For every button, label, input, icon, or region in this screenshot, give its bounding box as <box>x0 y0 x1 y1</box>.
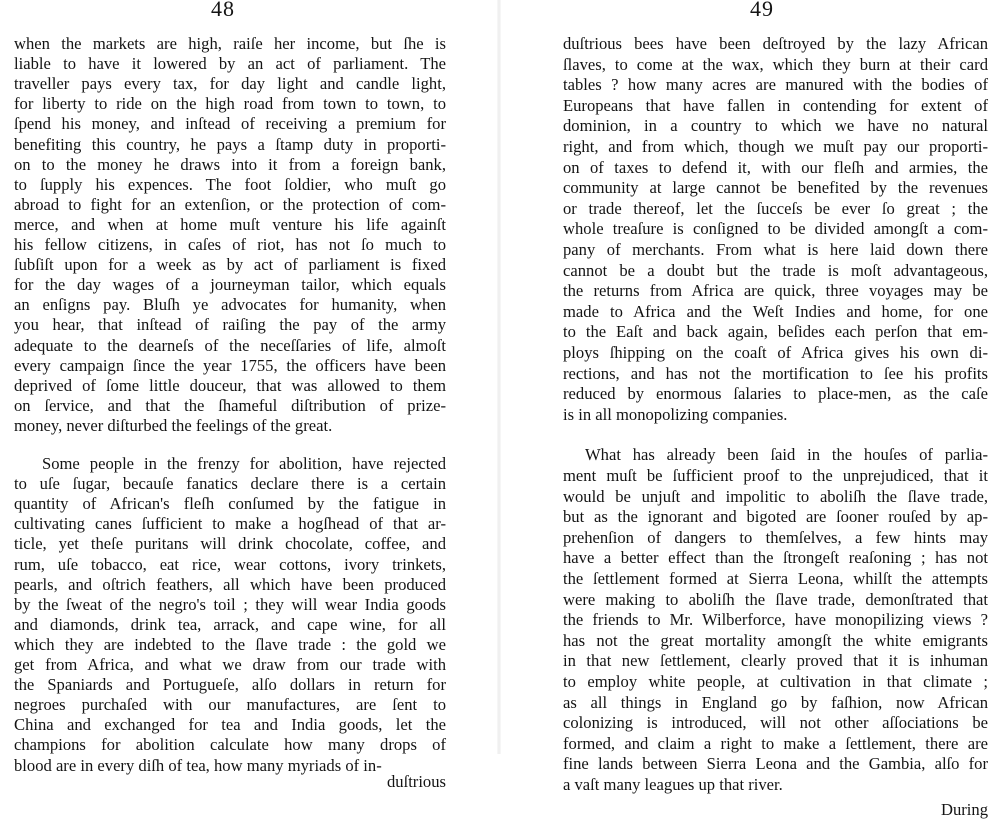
text-line: ploys ſhipping on the coaſt of Africa gives his own di- <box>563 343 988 362</box>
text-line: you hear, that inſtead of raiſing the pay of the army <box>14 315 446 335</box>
text-line: to employ white people, at cultivation in that climate ; <box>563 672 988 691</box>
text-line: were making to aboliſh the ſlave trade, demonſtrated that <box>563 589 988 609</box>
text-line: formed, and claim a right to make a ſettlement, there are <box>563 733 988 753</box>
text-line: pearls, and oſtrich feathers, all which have been produced <box>14 574 446 594</box>
text-line: rum, uſe tobacco, eat rice, wear cottons, ivory trinkets, <box>14 554 446 574</box>
text-line: What has already been ſaid in the houſes of parlia- <box>585 445 988 465</box>
text-line: dominion, in a country to which we have no natural <box>563 116 988 136</box>
text-line: when the markets are high, raiſe her income, but ſhe is <box>14 34 446 53</box>
text-line: the ſettlement formed at Sierra Leona, whilſt the attempts <box>563 569 988 588</box>
catchword: duſtrious <box>386 771 446 791</box>
text-line: but as the ignorant and bigoted are ſooner rouſed by ap- <box>563 507 988 527</box>
text-line: blood are in every diſh of tea, how many myriads of in- <box>14 755 382 775</box>
text-line: fine lands between Sierra Leona and the Gambia, alſo for <box>563 754 988 774</box>
text-line: pany of merchants. From what is here laid down there <box>563 240 988 259</box>
text-line: every campaign ſince the year 1755, the officers have been <box>14 355 446 375</box>
page-number: 49 <box>750 0 774 21</box>
text-line: champions for abolition calculate how many drops of <box>14 735 446 755</box>
text-line: to the Eaſt and back again, beſides each perſon that em- <box>563 322 988 342</box>
text-line: on ſervice, and that the ſhameful diſtribution of prize- <box>14 395 446 415</box>
text-line: to uſe ſugar, becauſe fanatics declare there is a certain <box>14 474 446 494</box>
text-line: ſlaves, to come at the wax, which they burn at their card <box>563 54 988 74</box>
text-line: traveller pays every tax, for day light and candle light, <box>14 74 446 94</box>
page-text <box>500 0 1000 819</box>
text-line: reduced by enormous ſalaries to place-men, as the caſe <box>563 384 988 404</box>
text-line: in that new ſettlement, clearly proved that it is inhuman <box>563 651 988 671</box>
left-page <box>0 0 500 791</box>
text-line: would be unjuſt and impolitic to aboliſh the ſlave trade, <box>563 486 988 506</box>
text-line: rections, and has not the mortification to ſee his profits <box>563 363 988 383</box>
text-line: his fellow citizens, in caſes of riot, has not ſo much to <box>14 235 446 254</box>
text-line: made to Africa and the Weſt Indies and home, for one <box>563 301 988 321</box>
text-line: Some people in the frenzy for abolition, have rejected <box>42 454 446 473</box>
text-line: for the day wages of a journeyman tailor, which equals <box>14 275 446 295</box>
text-line: on of taxes to defend it, with our fleſh and armies, the <box>563 157 988 177</box>
text-line: or trade thereof, let the ſucceſs be ever ſo great ; the <box>563 198 988 218</box>
text-line: money, never diſturbed the feelings of the great. <box>14 415 333 435</box>
text-line: by the ſweat of the negro's toil ; they will wear India goods <box>14 594 446 614</box>
text-line: whole treaſure is conſigned to be divided amongſt a com- <box>563 219 988 239</box>
text-line: tables ? how many acres are manured with the bodies of <box>563 75 988 95</box>
text-line: duſtrious bees have been deſtroyed by the lazy African <box>563 34 988 53</box>
page-text <box>0 0 500 791</box>
text-line: negroes purchaſed with our manufactures, are ſent to <box>14 695 446 715</box>
text-line: have a better effect than the ſtrongeſt reaſoning ; has not <box>563 548 988 568</box>
text-line: the returns from Africa are quick, three voyages may be <box>563 281 988 301</box>
text-line: the friends to Mr. Wilberforce, have monopilizing views ? <box>563 610 988 630</box>
text-line: cultivating canes ſufficient to make a hogſhead of that ar- <box>14 514 446 534</box>
text-line: right, and from which, though we muſt pay our proporti- <box>563 137 988 156</box>
text-line: adequate to the dearneſs of the neceſſaries of life, almoſt <box>14 335 446 355</box>
text-line: colonizing is introduced, will not other aſſociations be <box>563 713 988 733</box>
page-number: 48 <box>211 0 235 21</box>
text-line: merce, and when at home muſt venture his life againſt <box>14 214 446 234</box>
text-line: Europeans that have fallen in contending for extent of <box>563 95 988 115</box>
text-line: on to the money he draws into it from a foreign bank, <box>14 154 446 174</box>
text-line: deprived of ſome little douceur, that was allowed to them <box>14 375 446 395</box>
text-line: an enſigns pay. Bluſh ye advocates for humanity, when <box>14 295 446 315</box>
text-line: for liberty to ride on the high road from town to town, to <box>14 94 446 114</box>
text-line: quantity of African's fleſh conſumed by the fatigue in <box>14 494 446 514</box>
right-page <box>500 0 1000 819</box>
text-line: and diamonds, drink tea, arrack, and cape wine, for all <box>14 614 446 634</box>
text-line: is in all monopolizing companies. <box>563 404 788 424</box>
text-line: cannot be a doubt but the trade is moſt advantageous, <box>563 260 988 280</box>
text-line: prehenſion of dangers to themſelves, a few hints may <box>563 527 988 547</box>
text-line: the Spaniards and Portugueſe, alſo dollars in return for <box>14 675 446 695</box>
text-line: China and exchanged for tea and India goods, let the <box>14 715 446 735</box>
text-line: ſpend his money, and inſtead of receiving a premium for <box>14 114 446 134</box>
catchword: During <box>940 799 988 819</box>
text-line: to ſupply his expences. The foot ſoldier, who muſt go <box>14 174 446 194</box>
text-line: as all things in England go by faſhion, now African <box>563 692 988 712</box>
text-line: abroad to fight for an extenſion, or the protection of com- <box>14 194 446 214</box>
text-line: get from Africa, and what we draw from our trade with <box>14 655 446 674</box>
text-line: liable to have it lowered by an act of parliament. The <box>14 54 446 74</box>
text-line: a vaſt many leagues up that river. <box>563 775 783 794</box>
text-line: which they are indebted to the ſlave trade : the gold we <box>14 634 446 654</box>
text-line: has not the great mortality amongſt the white emigrants <box>563 630 988 650</box>
text-line: ment muſt be ſufficient proof to the unprejudiced, that it <box>563 466 988 485</box>
text-line: ſubſiſt upon for a week as by act of parliament is fixed <box>14 255 446 275</box>
text-line: ticle, yet theſe puritans will drink chocolate, coffee, and <box>14 534 446 554</box>
text-line: community at large cannot be benefited by the revenues <box>563 178 988 198</box>
text-line: benefiting this country, he pays a ſtamp duty in proporti- <box>14 134 446 154</box>
